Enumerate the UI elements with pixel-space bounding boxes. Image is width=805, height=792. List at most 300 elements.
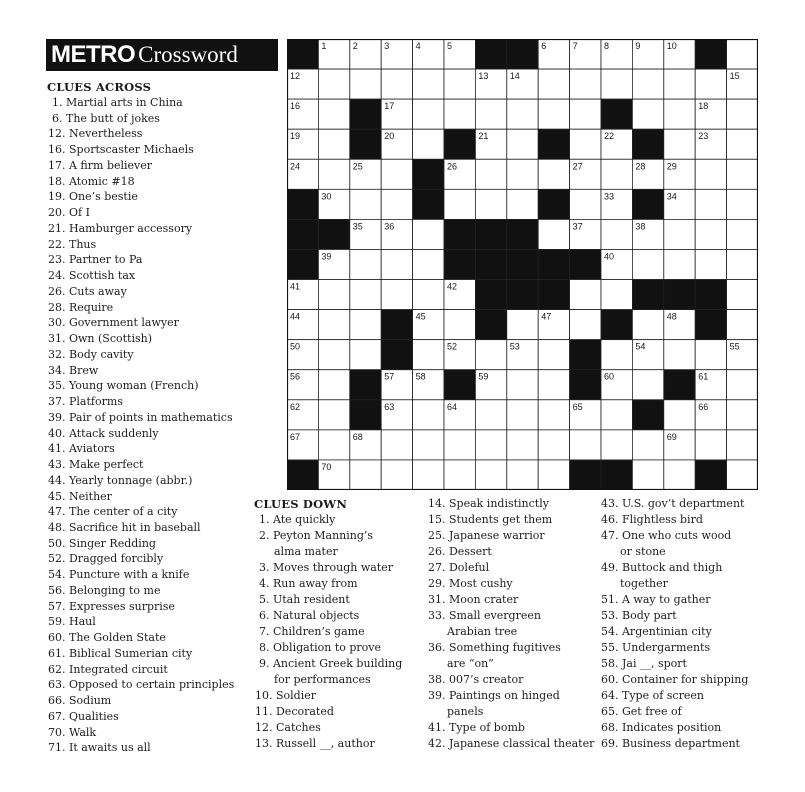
grid-block bbox=[444, 219, 475, 249]
grid-cell[interactable] bbox=[664, 460, 695, 490]
across-heading: CLUES ACROSS bbox=[47, 80, 152, 94]
grid-cell[interactable] bbox=[413, 340, 444, 370]
grid-cell[interactable] bbox=[727, 430, 758, 460]
grid-block bbox=[632, 400, 663, 430]
grid-cell[interactable] bbox=[727, 189, 758, 219]
clue-item: 37. Platforms bbox=[48, 395, 123, 409]
clue-item: 17. A firm believer bbox=[48, 158, 153, 172]
grid-block bbox=[507, 280, 538, 310]
grid-cell[interactable] bbox=[632, 370, 663, 400]
grid-cell[interactable] bbox=[413, 430, 444, 460]
grid-cell[interactable] bbox=[413, 219, 444, 249]
grid-cell[interactable] bbox=[727, 129, 758, 159]
grid-cell[interactable] bbox=[381, 189, 412, 219]
grid-cell[interactable] bbox=[507, 460, 538, 490]
clue-item: 65. Get free of bbox=[601, 705, 682, 718]
grid-block bbox=[444, 370, 475, 400]
grid-block bbox=[287, 189, 318, 219]
grid-cell[interactable] bbox=[318, 400, 349, 430]
grid-cell[interactable] bbox=[632, 430, 663, 460]
grid-cell[interactable] bbox=[381, 69, 412, 99]
clue-item: 71. It awaits us all bbox=[48, 741, 151, 755]
grid-block bbox=[601, 310, 632, 340]
clue-item: 1. Martial arts in China bbox=[52, 96, 183, 109]
grid-cell[interactable] bbox=[664, 340, 695, 370]
grid-cell[interactable] bbox=[570, 69, 601, 99]
grid-block bbox=[507, 219, 538, 249]
grid-cell[interactable] bbox=[538, 69, 569, 99]
grid-block bbox=[475, 310, 506, 340]
grid-block bbox=[601, 99, 632, 129]
cell-number: 14 bbox=[509, 71, 520, 82]
grid-cell[interactable] bbox=[318, 280, 349, 310]
clue-item: 13. Russell __, author bbox=[255, 737, 375, 750]
clue-item: 50. Singer Redding bbox=[48, 536, 156, 550]
grid-cell[interactable] bbox=[632, 460, 663, 490]
grid-cell[interactable] bbox=[318, 370, 349, 400]
clue-item: 46. Flightless bird bbox=[601, 513, 703, 526]
cell-number: 61 bbox=[698, 371, 709, 382]
clue-item: 57. Expresses surprise bbox=[48, 599, 175, 613]
grid-block bbox=[664, 280, 695, 310]
cell-number: 23 bbox=[698, 131, 709, 142]
clue-item: 38. 007’s creator bbox=[428, 673, 524, 686]
grid-block bbox=[570, 370, 601, 400]
grid-block bbox=[413, 159, 444, 189]
grid-cell[interactable] bbox=[318, 340, 349, 370]
grid-cell[interactable] bbox=[318, 159, 349, 189]
grid-cell[interactable] bbox=[444, 430, 475, 460]
clue-item: 58. Jai __, sport bbox=[601, 657, 687, 670]
cell-number: 65 bbox=[572, 401, 583, 412]
cell-number: 37 bbox=[572, 221, 583, 232]
cell-number: 15 bbox=[729, 71, 740, 82]
clue-item: 54. Argentinian city bbox=[601, 625, 712, 638]
grid-cell[interactable] bbox=[601, 340, 632, 370]
grid-cell[interactable] bbox=[570, 280, 601, 310]
clue-item: 14. Speak indistinctly bbox=[428, 497, 549, 510]
clue-continuation: alma mater bbox=[274, 545, 338, 558]
grid-cell[interactable] bbox=[632, 69, 663, 99]
cell-number: 70 bbox=[321, 461, 332, 472]
cell-number: 48 bbox=[666, 311, 677, 322]
clue-item: 67. Qualities bbox=[48, 709, 119, 723]
cell-number: 1 bbox=[321, 41, 327, 51]
cell-number: 28 bbox=[635, 161, 646, 172]
clue-item: 10. Soldier bbox=[255, 689, 316, 702]
clue-item: 20. Of I bbox=[48, 206, 90, 220]
cell-number: 59 bbox=[478, 371, 489, 382]
cell-number: 69 bbox=[666, 431, 677, 442]
grid-cell[interactable] bbox=[695, 340, 726, 370]
clue-item: 47. One who cuts wood bbox=[601, 529, 732, 542]
grid-cell[interactable] bbox=[350, 340, 381, 370]
clue-item: 16. Sportscaster Michaels bbox=[48, 143, 194, 157]
cell-number: 66 bbox=[698, 401, 709, 412]
grid-cell[interactable] bbox=[664, 129, 695, 159]
clue-item: 32. Body cavity bbox=[48, 347, 134, 361]
grid-cell[interactable] bbox=[601, 280, 632, 310]
clue-item: 6. The butt of jokes bbox=[52, 111, 160, 125]
grid-cell[interactable] bbox=[350, 189, 381, 219]
clue-continuation: for performances bbox=[274, 673, 371, 686]
clue-item: 31. Own (Scottish) bbox=[48, 332, 152, 346]
grid-cell[interactable] bbox=[538, 370, 569, 400]
grid-cell[interactable] bbox=[601, 159, 632, 189]
grid-block bbox=[570, 249, 601, 279]
grid-block bbox=[381, 340, 412, 370]
grid-cell[interactable] bbox=[632, 249, 663, 279]
grid-cell[interactable] bbox=[444, 460, 475, 490]
grid-block bbox=[695, 310, 726, 340]
cell-number: 25 bbox=[352, 161, 363, 172]
grid-block bbox=[538, 129, 569, 159]
grid-cell[interactable] bbox=[727, 310, 758, 340]
grid-block bbox=[570, 460, 601, 490]
cell-number: 54 bbox=[635, 341, 646, 352]
clue-item: 60. Container for shipping bbox=[601, 673, 749, 686]
clue-continuation: Arabian tree bbox=[447, 625, 518, 638]
cell-number: 21 bbox=[478, 131, 489, 142]
clue-item: 4. Run away from bbox=[259, 577, 358, 590]
grid-cell[interactable] bbox=[350, 310, 381, 340]
grid-cell[interactable] bbox=[318, 99, 349, 129]
grid-cell[interactable] bbox=[381, 159, 412, 189]
clue-continuation: panels bbox=[447, 705, 484, 718]
cell-number: 16 bbox=[290, 101, 301, 112]
grid-block bbox=[318, 219, 349, 249]
clue-item: 49. Buttock and thigh bbox=[601, 561, 723, 574]
grid-block bbox=[475, 39, 506, 69]
grid-cell[interactable] bbox=[475, 430, 506, 460]
grid-cell[interactable] bbox=[413, 400, 444, 430]
cell-number: 7 bbox=[572, 41, 578, 51]
grid-cell[interactable] bbox=[538, 400, 569, 430]
cell-number: 19 bbox=[290, 131, 301, 142]
grid-block bbox=[695, 39, 726, 69]
title-brand: METRO bbox=[51, 41, 136, 68]
clue-item: 69. Business department bbox=[601, 737, 740, 750]
clue-item: 21. Hamburger accessory bbox=[48, 221, 193, 235]
clue-item: 30. Government lawyer bbox=[48, 316, 179, 330]
cell-number: 3 bbox=[384, 41, 390, 51]
clue-item: 66. Sodium bbox=[48, 694, 112, 708]
grid-block bbox=[287, 460, 318, 490]
grid-cell[interactable] bbox=[507, 400, 538, 430]
clue-item: 43. U.S. gov’t department bbox=[601, 497, 745, 510]
grid-cell[interactable] bbox=[727, 460, 758, 490]
cell-number: 47 bbox=[541, 311, 552, 322]
cell-number: 6 bbox=[541, 41, 547, 51]
grid-cell[interactable] bbox=[538, 219, 569, 249]
grid-cell[interactable] bbox=[350, 460, 381, 490]
cell-number: 53 bbox=[509, 341, 520, 352]
grid-cell[interactable] bbox=[664, 99, 695, 129]
grid-cell[interactable] bbox=[475, 400, 506, 430]
cell-number: 62 bbox=[290, 401, 301, 412]
grid-cell[interactable] bbox=[538, 159, 569, 189]
clue-item: 27. Doleful bbox=[428, 561, 490, 574]
grid-cell[interactable] bbox=[570, 99, 601, 129]
clue-item: 42. Japanese classical theater bbox=[428, 737, 595, 750]
grid-block bbox=[507, 39, 538, 69]
clue-item: 8. Obligation to prove bbox=[259, 641, 382, 654]
cell-number: 42 bbox=[447, 281, 458, 292]
cell-number: 55 bbox=[729, 341, 740, 352]
cell-number: 10 bbox=[666, 41, 677, 51]
cell-number: 63 bbox=[384, 401, 395, 412]
clue-item: 2. Peyton Manning’s bbox=[259, 529, 374, 542]
grid-cell[interactable] bbox=[444, 189, 475, 219]
grid-block bbox=[632, 280, 663, 310]
cell-number: 60 bbox=[604, 371, 615, 382]
grid-cell[interactable] bbox=[413, 460, 444, 490]
grid-cell[interactable] bbox=[695, 249, 726, 279]
clue-continuation: are “on” bbox=[447, 657, 494, 670]
grid-cell[interactable] bbox=[475, 460, 506, 490]
clue-item: 23. Partner to Pa bbox=[48, 253, 143, 267]
clue-item: 12. Catches bbox=[255, 721, 321, 734]
cell-number: 36 bbox=[384, 221, 395, 232]
cell-number: 58 bbox=[415, 371, 426, 382]
grid-cell[interactable] bbox=[350, 280, 381, 310]
grid-block bbox=[695, 460, 726, 490]
grid-cell[interactable] bbox=[695, 159, 726, 189]
clue-item: 31. Moon crater bbox=[428, 593, 519, 606]
grid-block bbox=[632, 129, 663, 159]
grid-cell[interactable] bbox=[695, 430, 726, 460]
clue-item: 70. Walk bbox=[48, 725, 97, 739]
cell-number: 29 bbox=[666, 161, 677, 172]
clue-item: 35. Young woman (French) bbox=[48, 379, 199, 393]
cell-number: 20 bbox=[384, 131, 395, 142]
grid-cell[interactable] bbox=[727, 219, 758, 249]
grid-cell[interactable] bbox=[413, 129, 444, 159]
cell-number: 27 bbox=[572, 161, 583, 172]
grid-cell[interactable] bbox=[727, 159, 758, 189]
cell-number: 34 bbox=[666, 191, 677, 202]
grid-cell[interactable] bbox=[413, 249, 444, 279]
clue-item: 60. The Golden State bbox=[48, 631, 166, 645]
grid-cell[interactable] bbox=[727, 99, 758, 129]
grid-block bbox=[664, 370, 695, 400]
cell-number: 45 bbox=[415, 311, 426, 322]
grid-block bbox=[538, 249, 569, 279]
grid-cell[interactable] bbox=[570, 189, 601, 219]
grid-cell[interactable] bbox=[507, 310, 538, 340]
grid-cell[interactable] bbox=[727, 370, 758, 400]
clue-item: 15. Students get them bbox=[428, 513, 553, 526]
grid-block bbox=[695, 280, 726, 310]
grid-cell[interactable] bbox=[695, 69, 726, 99]
grid-cell[interactable] bbox=[601, 69, 632, 99]
cell-number: 33 bbox=[604, 191, 615, 202]
grid-block bbox=[350, 370, 381, 400]
clue-continuation: or stone bbox=[620, 545, 666, 558]
cell-number: 52 bbox=[447, 341, 458, 352]
grid-cell[interactable] bbox=[601, 430, 632, 460]
grid-cell[interactable] bbox=[444, 310, 475, 340]
cell-number: 4 bbox=[415, 41, 421, 51]
grid-cell[interactable] bbox=[507, 159, 538, 189]
cell-number: 40 bbox=[604, 251, 615, 262]
clue-item: 26. Cuts away bbox=[48, 284, 127, 298]
grid-cell[interactable] bbox=[664, 400, 695, 430]
cell-number: 41 bbox=[290, 281, 301, 292]
cell-number: 24 bbox=[290, 161, 301, 172]
grid-cell[interactable] bbox=[507, 99, 538, 129]
cell-number: 5 bbox=[447, 41, 453, 51]
clue-item: 12. Nevertheless bbox=[48, 127, 143, 141]
clue-item: 19. One’s bestie bbox=[48, 190, 138, 204]
down-heading: CLUES DOWN bbox=[254, 497, 348, 511]
grid-cell[interactable] bbox=[413, 69, 444, 99]
clue-item: 24. Scottish tax bbox=[48, 269, 136, 283]
clue-item: 9. Ancient Greek building bbox=[259, 657, 403, 670]
grid-cell[interactable] bbox=[727, 39, 758, 69]
grid-cell[interactable] bbox=[475, 340, 506, 370]
grid-cell[interactable] bbox=[538, 340, 569, 370]
clue-item: 45. Neither bbox=[48, 489, 112, 503]
grid-cell[interactable] bbox=[507, 129, 538, 159]
grid-cell[interactable] bbox=[318, 310, 349, 340]
clue-item: 36. Something fugitives bbox=[428, 641, 561, 654]
grid-block bbox=[601, 460, 632, 490]
grid-block bbox=[632, 189, 663, 219]
cell-number: 2 bbox=[352, 41, 358, 51]
grid-cell[interactable] bbox=[601, 400, 632, 430]
clue-item: 26. Dessert bbox=[428, 545, 492, 558]
grid-cell[interactable] bbox=[507, 189, 538, 219]
clue-item: 51. A way to gather bbox=[601, 593, 711, 606]
grid-cell[interactable] bbox=[381, 249, 412, 279]
grid-cell[interactable] bbox=[475, 189, 506, 219]
grid-block bbox=[350, 129, 381, 159]
grid-block bbox=[507, 249, 538, 279]
title-word: Crossword bbox=[138, 42, 238, 67]
clue-item: 39. Paintings on hinged bbox=[428, 689, 560, 702]
grid-cell[interactable] bbox=[538, 460, 569, 490]
cell-number: 22 bbox=[604, 131, 615, 142]
cell-number: 57 bbox=[384, 371, 395, 382]
grid-cell[interactable] bbox=[632, 99, 663, 129]
clue-item: 62. Integrated circuit bbox=[48, 662, 168, 676]
clue-item: 44. Yearly tonnage (abbr.) bbox=[48, 473, 193, 487]
cell-number: 39 bbox=[321, 251, 332, 262]
clue-item: 61. Biblical Sumerian city bbox=[48, 646, 193, 660]
grid-cell[interactable] bbox=[444, 69, 475, 99]
grid-cell[interactable] bbox=[318, 69, 349, 99]
clue-item: 64. Type of screen bbox=[601, 689, 704, 702]
grid-cell[interactable] bbox=[570, 129, 601, 159]
grid-cell[interactable] bbox=[507, 370, 538, 400]
grid-block bbox=[444, 129, 475, 159]
grid-cell[interactable] bbox=[664, 69, 695, 99]
grid-cell[interactable] bbox=[664, 219, 695, 249]
clue-item: 1. Ate quickly bbox=[259, 513, 336, 526]
cell-number: 12 bbox=[290, 71, 301, 82]
grid-cell[interactable] bbox=[570, 310, 601, 340]
grid-block bbox=[538, 189, 569, 219]
grid-cell[interactable] bbox=[381, 430, 412, 460]
clue-item: 63. Opposed to certain principles bbox=[48, 678, 235, 692]
cell-number: 38 bbox=[635, 221, 646, 232]
cell-number: 44 bbox=[290, 311, 301, 322]
grid-block bbox=[350, 400, 381, 430]
clue-item: 52. Dragged forcibly bbox=[48, 552, 164, 566]
grid-cell[interactable] bbox=[601, 219, 632, 249]
grid-block bbox=[287, 39, 318, 69]
cell-number: 8 bbox=[604, 41, 610, 51]
grid-block bbox=[413, 189, 444, 219]
grid-cell[interactable] bbox=[695, 219, 726, 249]
grid-block bbox=[538, 280, 569, 310]
grid-cell[interactable] bbox=[413, 99, 444, 129]
grid-block bbox=[570, 340, 601, 370]
grid-cell[interactable] bbox=[381, 280, 412, 310]
grid-cell[interactable] bbox=[413, 280, 444, 310]
grid-cell[interactable] bbox=[538, 99, 569, 129]
grid-cell[interactable] bbox=[570, 430, 601, 460]
grid-cell[interactable] bbox=[318, 129, 349, 159]
grid-cell[interactable] bbox=[727, 280, 758, 310]
cell-number: 64 bbox=[447, 401, 458, 412]
cell-number: 18 bbox=[698, 101, 709, 112]
grid-cell[interactable] bbox=[475, 99, 506, 129]
cell-number: 68 bbox=[352, 431, 363, 442]
cell-number: 50 bbox=[290, 341, 301, 352]
clue-item: 39. Pair of points in mathematics bbox=[48, 410, 233, 424]
grid-block bbox=[475, 280, 506, 310]
grid-cell[interactable] bbox=[350, 69, 381, 99]
grid-block bbox=[444, 249, 475, 279]
clue-item: 18. Atomic #18 bbox=[48, 174, 135, 188]
clue-item: 68. Indicates position bbox=[601, 721, 722, 734]
cell-number: 30 bbox=[321, 191, 332, 202]
clue-item: 55. Undergarments bbox=[601, 641, 711, 654]
grid-cell[interactable] bbox=[632, 310, 663, 340]
grid-cell[interactable] bbox=[727, 400, 758, 430]
cell-number: 67 bbox=[290, 431, 301, 442]
grid-block bbox=[287, 219, 318, 249]
grid-cell[interactable] bbox=[664, 249, 695, 279]
grid-block bbox=[350, 99, 381, 129]
grid-cell[interactable] bbox=[538, 430, 569, 460]
grid-cell[interactable] bbox=[695, 189, 726, 219]
grid-cell[interactable] bbox=[475, 159, 506, 189]
cell-number: 26 bbox=[447, 161, 458, 172]
grid-cell[interactable] bbox=[350, 249, 381, 279]
cell-number: 17 bbox=[384, 101, 395, 112]
clue-item: 56. Belonging to me bbox=[48, 583, 161, 597]
clue-item: 40. Attack suddenly bbox=[48, 426, 159, 440]
grid-cell[interactable] bbox=[727, 249, 758, 279]
grid-block bbox=[475, 249, 506, 279]
grid-cell[interactable] bbox=[381, 460, 412, 490]
clue-item: 5. Utah resident bbox=[259, 593, 350, 606]
clue-item: 41. Type of bomb bbox=[428, 721, 525, 734]
clue-item: 7. Children’s game bbox=[259, 625, 365, 638]
grid-block bbox=[381, 310, 412, 340]
clue-item: 47. The center of a city bbox=[48, 505, 178, 519]
clue-item: 3. Moves through water bbox=[259, 561, 393, 574]
grid-cell[interactable] bbox=[507, 430, 538, 460]
grid-cell[interactable] bbox=[444, 99, 475, 129]
clue-item: 43. Make perfect bbox=[48, 458, 144, 472]
clue-item: 34. Brew bbox=[48, 363, 99, 377]
clue-item: 48. Sacrifice hit in baseball bbox=[48, 520, 201, 534]
grid-cell[interactable] bbox=[318, 430, 349, 460]
